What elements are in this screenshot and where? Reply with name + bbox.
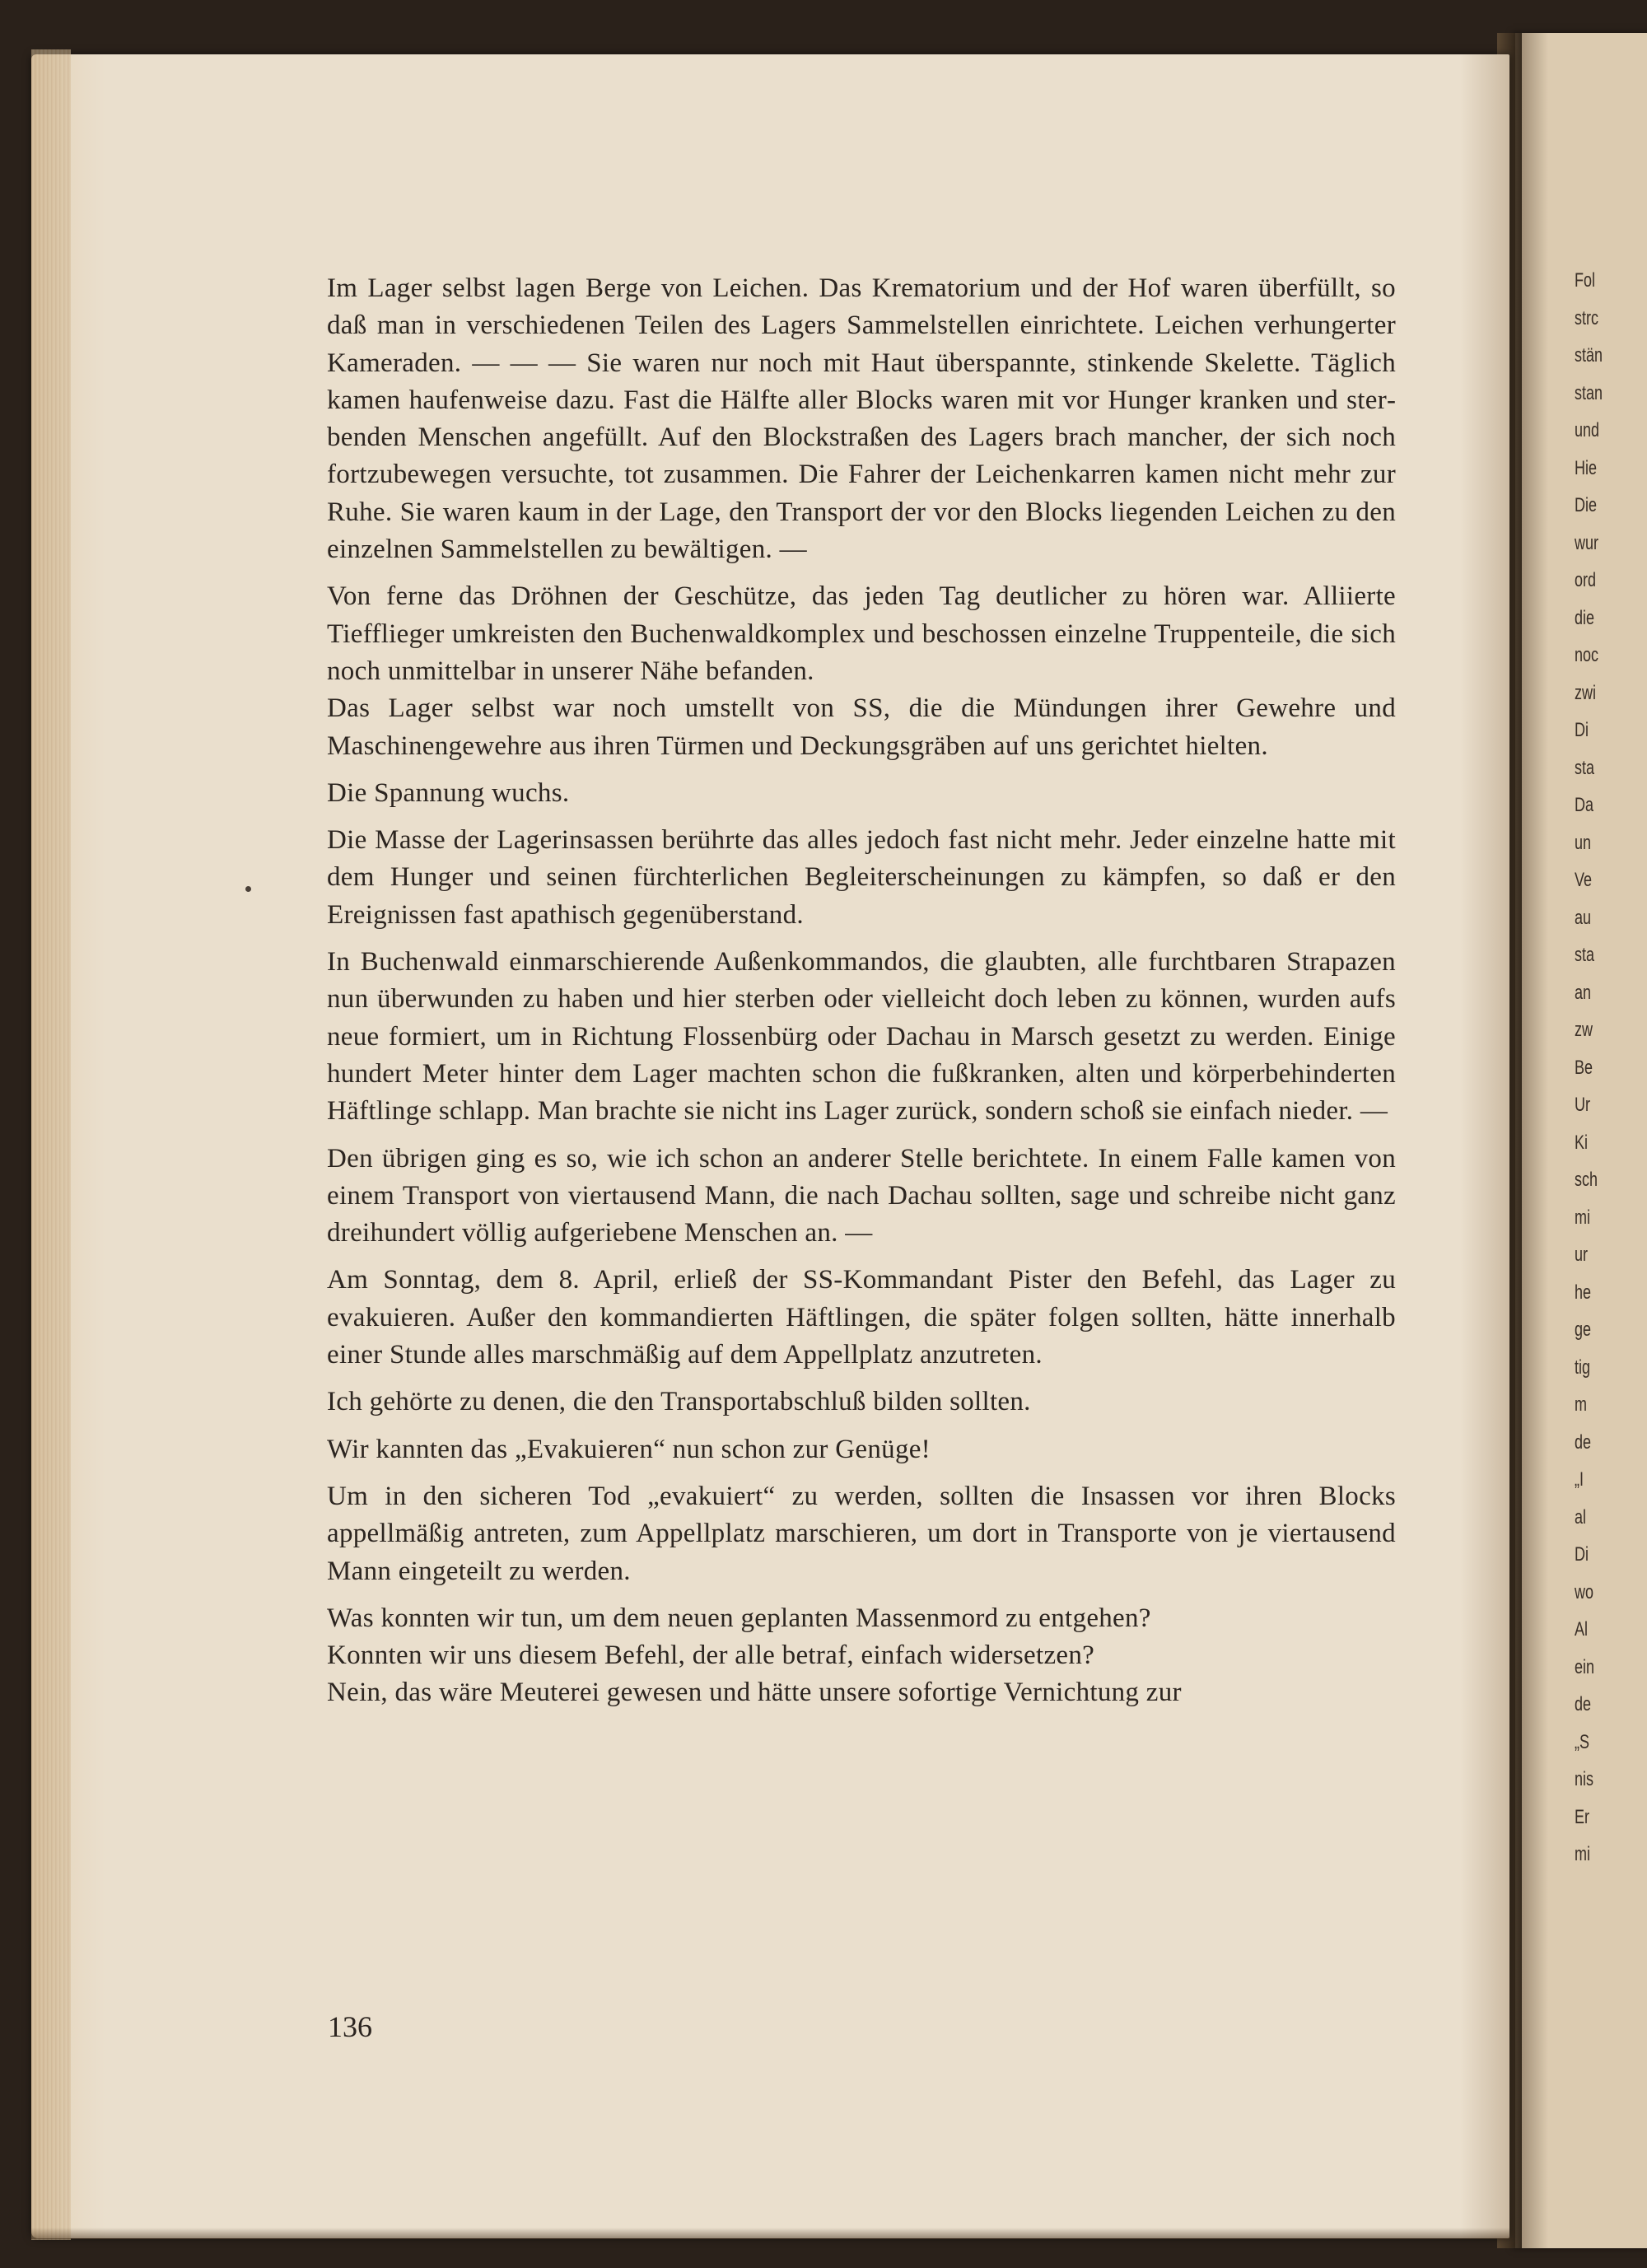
facing-page-fragment: au [1575, 906, 1592, 929]
facing-page-fragment: ur [1575, 1244, 1589, 1266]
body-text [327, 270, 1396, 1712]
paragraph: Wir kannten das „Evakuieren“ nun schon zur Genüge! [327, 1434, 931, 1464]
facing-page-fragment: ein [1575, 1655, 1595, 1678]
page-number: 136 [328, 2010, 372, 2043]
paragraph: Nein, das wäre Meuterei gewesen und hätte unsere sofortige Vernichtung zur [327, 1678, 1182, 1708]
facing-page-fragment: ord [1575, 569, 1597, 591]
facing-page-fragment: mi [1575, 1206, 1590, 1229]
facing-page-fragment: mi [1575, 1843, 1590, 1865]
paragraph: Die Masse der Lagerinsassen berührte das alles jedoch fast nicht mehr. Jeder einzelne hatte mit dem Hunger und seinen fürchterlichen Begleiterscheinungen zu kämpfen, so daß er den Ereignissen fast apathisch gegenüberstand. [327, 825, 1396, 930]
facing-page-fragment: m [1575, 1393, 1587, 1416]
facing-page-fragment: de [1575, 1430, 1592, 1454]
margin-mark [245, 886, 251, 892]
paragraph: Konnten wir uns diesem Befehl, der alle betraf, einfach widersetzen? [327, 1640, 1095, 1671]
facing-page-fragment: Al [1575, 1618, 1589, 1640]
facing-page-fragment: Hie [1575, 456, 1598, 479]
paragraph: Um in den sicheren Tod „evakuiert“ zu werden, sollten die Insassen vor ihren Blocks appellmäßig antreten, zum Appellplatz marschieren, um dort in Transporte von je viertausend Mann eingeteilt zu werden. [327, 1481, 1396, 1586]
facing-page-fragment: Be [1575, 1056, 1593, 1079]
facing-page-fragment: al [1575, 1505, 1587, 1528]
facing-page-fragment: und [1575, 419, 1600, 441]
paragraph: Das Lager selbst war noch umstellt von SS, die die Mündungen ihrer Gewehre und Maschinengewehre aus ihren Türmen und Deckungsgräben auf uns gerichtet hielten. [327, 693, 1396, 761]
facing-page-fragment: sch [1575, 1169, 1598, 1191]
facing-page-fragment: sta [1575, 944, 1595, 966]
facing-page-fragment: zw [1575, 1019, 1593, 1041]
facing-page-fragment: Ur [1575, 1094, 1590, 1116]
page-bottom-shadow [31, 2228, 1509, 2239]
paragraph: Die Spannung wuchs. [327, 777, 570, 808]
facing-page-fragment: tig [1575, 1356, 1591, 1379]
facing-page-fragment: Fol [1575, 269, 1596, 292]
facing-page-fragment: wo [1575, 1580, 1594, 1603]
paragraph: Am Sonntag, dem 8. April, erließ der SS-Kommandant Pister den Befehl, das Lager zu evakuieren. Außer den kommandierten Häftlingen, die später folgen sollten, hätte innerhalb einer Stunde alles marschmäßig auf dem Appellplatz anzutreten. [327, 1265, 1396, 1370]
facing-page-fragment: die [1575, 606, 1595, 629]
facing-page-fragment: Ve [1575, 869, 1593, 891]
facing-page-fragment: Die [1575, 494, 1598, 516]
paragraph: Was konnten wir tun, um dem neuen geplanten Massenmord zu entgehen? [327, 1603, 1151, 1633]
facing-page-fragment: stan [1575, 381, 1603, 404]
facing-page-text [1575, 262, 1647, 1874]
facing-page-fragment: sta [1575, 756, 1595, 779]
paragraph: Ich gehörte zu denen, die den Transportabschluß bilden sollten. [327, 1387, 1031, 1417]
facing-page-fragment: ge [1575, 1318, 1592, 1341]
paragraph: In Buchenwald einmarschierende Außenkommandos, die glaubten, alle furchtbaren Strapazen nun überwunden zu haben und hier sterben oder vielleicht doch leben zu können, wurden aufs neue formiert, um in Richtung Flossenbürg oder Dachau in Marsch gesetzt zu werden. Einige hundert Meter hinter dem Lager machten schon die fußkranken, alten und körperbehinderten Häftlinge schlapp. Man brachte sie nicht ins Lager zurück, sondern schoß sie einfach nieder. — [327, 947, 1396, 1127]
facing-page-fragment: he [1575, 1281, 1592, 1304]
facing-page-fragment: nis [1575, 1768, 1594, 1790]
facing-page-fragment: un [1575, 831, 1592, 854]
facing-page-fragment: wur [1575, 531, 1599, 554]
facing-page-fragment: Di [1575, 719, 1589, 741]
facing-page-fragment: „I [1575, 1468, 1584, 1491]
facing-page-fragment: stän [1575, 344, 1603, 366]
facing-page-fragment: strc [1575, 306, 1599, 329]
facing-page-fragment: Di [1575, 1543, 1589, 1566]
page-edge-stack [31, 49, 71, 2240]
facing-page-fragment: zwi [1575, 681, 1597, 704]
paragraph: Den übrigen ging es so, wie ich schon an anderer Stelle berichtete. In einem Falle kamen von einem Transport von viertausend Mann, die nach Dachau sollten, sage und schreibe nicht ganz dreihundert völlig aufgeriebene Menschen an. — [327, 1143, 1396, 1248]
facing-page-fragment: de [1575, 1693, 1592, 1715]
facing-page-fragment: Er [1575, 1805, 1589, 1828]
facing-page-fragment: Ki [1575, 1131, 1589, 1154]
paragraph: Von ferne das Dröhnen der Geschütze, das jeden Tag deutlicher zu hören war. Alliierte Tiefflieger umkreisten den Buchenwaldkomplex und beschossen einzelne Truppenteile, die sich noch unmittelbar in unserer Nähe befanden. [327, 581, 1396, 686]
paragraph: Im Lager selbst lagen Berge von Leichen. Das Krematorium und der Hof waren überfüllt, so daß man in verschiedenen Teilen des Lagers Sammelstellen einrichtete. Leichen verhungerter Kameraden. — — — Sie waren nur noch mit Haut überspannte, stinkende Skelette. Täglich kamen haufenweise dazu. Fast die Hälfte aller Blocks waren mit vor Hunger kranken und sterbenden Menschen angefüllt. Auf den Blockstraßen des Lagers brach mancher, der sich noch fortzubewegen versuchte, tot zusammen. Die Fahrer der Leichenkarren kamen nicht mehr zur Ruhe. Sie waren kaum in der Lage, den Transport der vor den Blocks liegenden Leichen zu den einzelnen Sammelstellen zu bewältigen. — [327, 273, 1396, 565]
facing-page-fragment: Da [1575, 794, 1594, 816]
facing-page-fragment: an [1575, 981, 1592, 1004]
facing-page-fragment: noc [1575, 644, 1599, 666]
facing-page-fragment: „S [1575, 1730, 1589, 1753]
